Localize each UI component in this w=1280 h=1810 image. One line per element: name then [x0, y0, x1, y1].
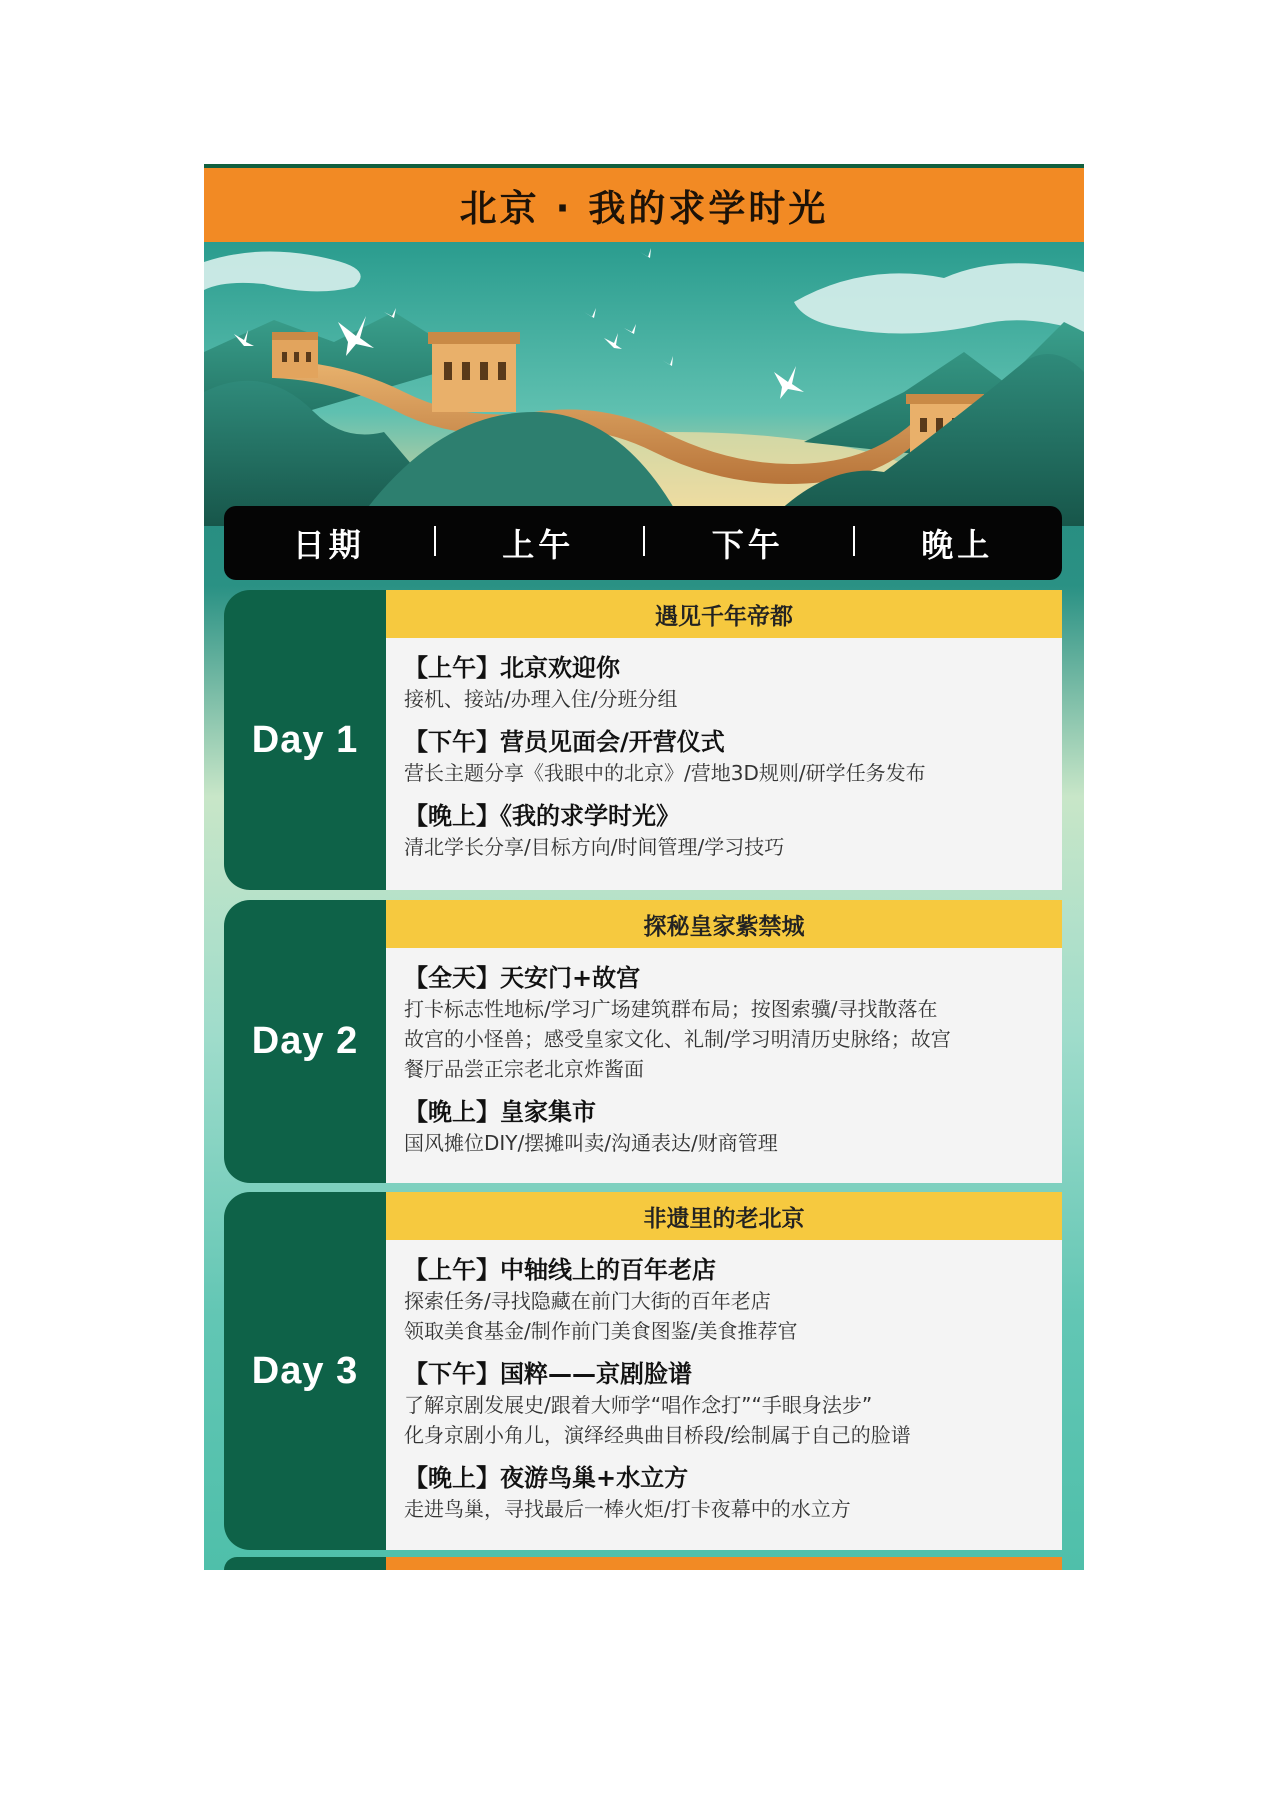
watchtower-2: [428, 332, 520, 412]
watchtower-1: [272, 332, 318, 378]
day-content: [386, 900, 1062, 1183]
activity-desc: 化身京剧小角儿，演绎经典曲目桥段/绘制属于自己的脸谱: [404, 1423, 911, 1447]
next-day-label-edge: [224, 1557, 386, 1570]
activity-title: 【晚上】《我的求学时光》: [404, 802, 680, 830]
next-day-theme-edge: [386, 1557, 1062, 1570]
activity-item: [404, 1358, 1044, 1450]
day-label: [224, 590, 386, 890]
day-label: [224, 1192, 386, 1550]
header-evening: 晚上: [853, 520, 1063, 566]
activity-title: 【晚上】夜游鸟巢+水立方: [404, 1464, 689, 1492]
activity-desc: 了解京剧发展史/跟着大师学“唱作念打”“手眼身法步”: [404, 1393, 873, 1417]
activity-desc: 国风摊位DIY/摆摊叫卖/沟通表达/财商管理: [404, 1131, 778, 1155]
poster-title: 北京 · 我的求学时光: [459, 187, 829, 230]
activity-item: [404, 1462, 1044, 1524]
day-theme: 探秘皇家紫禁城: [386, 900, 1062, 948]
activity-desc: 营长主题分享《我眼中的北京》/营地3D规则/研学任务发布: [404, 761, 926, 785]
activity-title: 【上午】中轴线上的百年老店: [404, 1256, 716, 1284]
day-label-text: Day 2: [251, 1020, 359, 1062]
activity-desc: 走进鸟巢，寻找最后一棒火炬/打卡夜幕中的水立方: [404, 1497, 851, 1521]
header-morning: 上午: [434, 520, 644, 566]
activity-item: [404, 1254, 1044, 1346]
activity-desc: 餐厅品尝正宗老北京炸酱面: [404, 1057, 644, 1081]
day-row: [224, 1192, 1062, 1550]
activity-desc: 接机、接站/办理入住/分班分组: [404, 687, 678, 711]
activity-desc: 领取美食基金/制作前门美食图鉴/美食推荐官: [404, 1319, 798, 1343]
day-content: [386, 590, 1062, 890]
activity-desc: 故宫的小怪兽；感受皇家文化、礼制/学习明清历史脉络；故宫: [404, 1027, 951, 1051]
day-label: [224, 900, 386, 1183]
activity-item: [404, 652, 1044, 714]
activity-title: 【下午】营员见面会/开营仪式: [404, 728, 725, 756]
day-row: [224, 590, 1062, 890]
header-afternoon: 下午: [643, 520, 853, 566]
activity-item: [404, 800, 1044, 862]
activity-item: [404, 962, 1044, 1084]
activity-item: [404, 726, 1044, 788]
day-row: [224, 900, 1062, 1183]
activity-desc: 打卡标志性地标/学习广场建筑群布局；按图索骥/寻找散落在: [404, 997, 938, 1021]
activity-desc: 探索任务/寻找隐藏在前门大街的百年老店: [404, 1289, 771, 1313]
day-theme: 非遗里的老北京: [386, 1192, 1062, 1240]
day-label-text: Day 3: [251, 1349, 359, 1392]
title-bar: [204, 168, 1084, 242]
activity-desc: 清北学长分享/目标方向/时间管理/学习技巧: [404, 835, 785, 859]
great-wall-illustration: [204, 242, 1084, 526]
day-theme: 遇见千年帝都: [386, 590, 1062, 638]
header-date: 日期: [292, 526, 365, 564]
activity-title: 【上午】北京欢迎你: [404, 654, 620, 682]
schedule-header: [224, 506, 1062, 580]
activity-title: 【全天】天安门+故宫: [404, 964, 641, 992]
activity-item: [404, 1096, 1044, 1158]
day-content: [386, 1192, 1062, 1550]
activity-title: 【晚上】皇家集市: [404, 1098, 596, 1126]
day-label-text: Day 1: [251, 718, 359, 761]
activity-title: 【下午】国粹——京剧脸谱: [404, 1360, 692, 1388]
itinerary-poster: [204, 164, 1084, 1570]
